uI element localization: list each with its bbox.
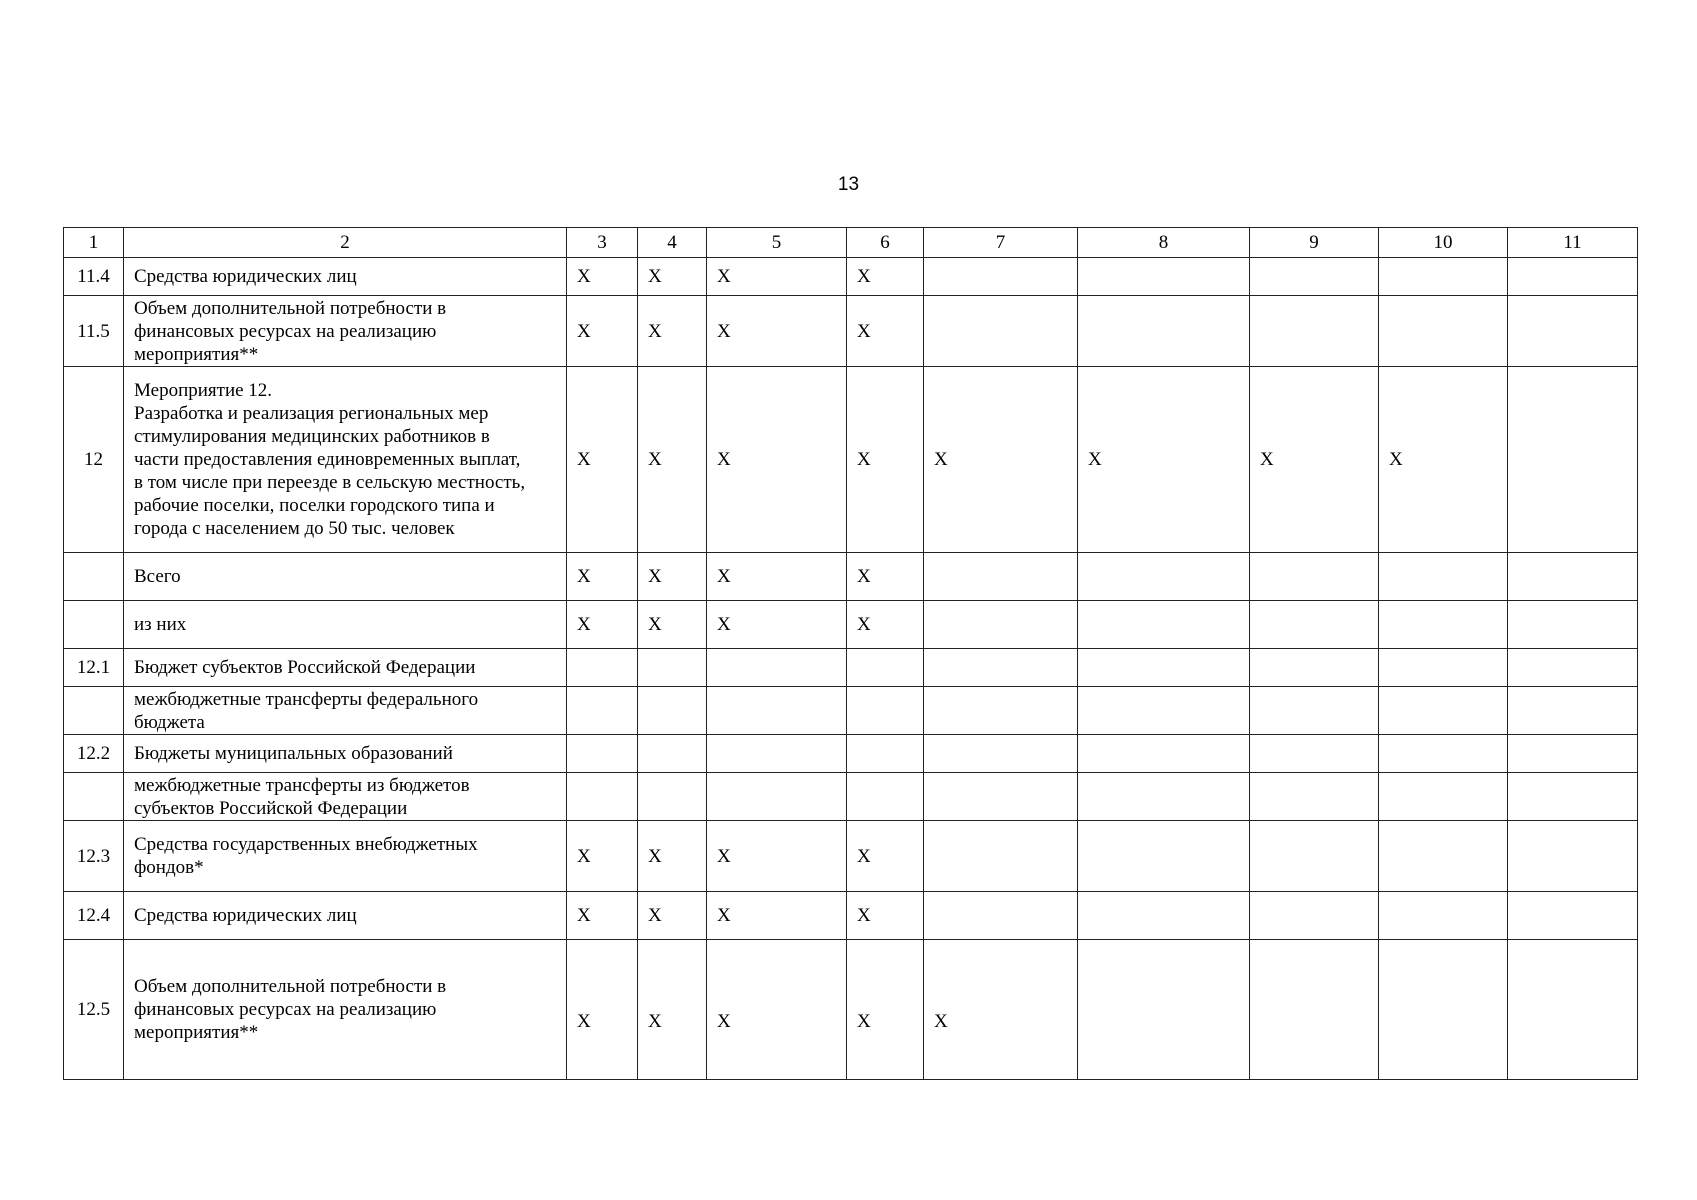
value-cell: X bbox=[847, 367, 924, 553]
value-cell: X bbox=[638, 367, 707, 553]
value-cell: X bbox=[638, 296, 707, 367]
value-cell bbox=[567, 649, 638, 687]
value-cell bbox=[1508, 601, 1638, 649]
value-cell: X bbox=[707, 553, 847, 601]
value-cell: X bbox=[567, 940, 638, 1080]
row-description: Мероприятие 12. Разработка и реализация региональных мер стимулирования медицинских работников в части предоставления единовременных выплат, в том числе при переезде в сельскую местность, рабочие поселки, поселки городского типа и города с населением до 50 тыс. человек bbox=[124, 367, 567, 553]
value-cell bbox=[1379, 773, 1508, 821]
value-cell bbox=[638, 735, 707, 773]
row-description: межбюджетные трансферты из бюджетов субъектов Российской Федерации bbox=[124, 773, 567, 821]
table-row bbox=[64, 649, 1638, 687]
value-cell: X bbox=[567, 821, 638, 892]
row-number: 11.5 bbox=[64, 296, 124, 367]
value-cell bbox=[1078, 601, 1250, 649]
value-cell bbox=[1250, 553, 1379, 601]
value-cell bbox=[1379, 892, 1508, 940]
header-cell: 2 bbox=[124, 228, 567, 258]
table-row bbox=[64, 892, 1638, 940]
value-cell bbox=[1250, 258, 1379, 296]
value-cell: X bbox=[567, 553, 638, 601]
value-cell bbox=[1250, 821, 1379, 892]
row-description: Бюджеты муниципальных образований bbox=[124, 735, 567, 773]
value-cell: X bbox=[638, 258, 707, 296]
header-cell: 9 bbox=[1250, 228, 1379, 258]
value-cell bbox=[1250, 601, 1379, 649]
value-cell bbox=[847, 773, 924, 821]
value-cell bbox=[924, 687, 1078, 735]
value-cell: X bbox=[638, 940, 707, 1080]
value-cell bbox=[1250, 773, 1379, 821]
value-cell bbox=[707, 735, 847, 773]
value-cell bbox=[1379, 296, 1508, 367]
value-cell: X bbox=[638, 892, 707, 940]
value-cell: X bbox=[567, 892, 638, 940]
value-cell bbox=[1508, 367, 1638, 553]
row-description: из них bbox=[124, 601, 567, 649]
row-description: межбюджетные трансферты федерального бюджета bbox=[124, 687, 567, 735]
table-row bbox=[64, 553, 1638, 601]
value-cell bbox=[924, 821, 1078, 892]
value-cell: X bbox=[567, 258, 638, 296]
value-cell bbox=[1078, 553, 1250, 601]
value-cell bbox=[1078, 296, 1250, 367]
value-cell bbox=[1078, 735, 1250, 773]
value-cell: X bbox=[847, 601, 924, 649]
value-cell: X bbox=[707, 821, 847, 892]
value-cell bbox=[1078, 773, 1250, 821]
value-cell bbox=[1250, 649, 1379, 687]
header-row bbox=[64, 228, 1638, 258]
value-cell bbox=[1379, 940, 1508, 1080]
value-cell bbox=[1508, 773, 1638, 821]
financing-table bbox=[63, 227, 1638, 1080]
value-cell bbox=[1250, 940, 1379, 1080]
row-number: 11.4 bbox=[64, 258, 124, 296]
header-cell: 3 bbox=[567, 228, 638, 258]
value-cell bbox=[567, 687, 638, 735]
header-cell: 10 bbox=[1379, 228, 1508, 258]
value-cell: X bbox=[847, 296, 924, 367]
header-cell: 11 bbox=[1508, 228, 1638, 258]
value-cell: X bbox=[1250, 367, 1379, 553]
value-cell: X bbox=[847, 940, 924, 1080]
value-cell: X bbox=[847, 892, 924, 940]
value-cell bbox=[707, 687, 847, 735]
value-cell bbox=[1078, 649, 1250, 687]
value-cell bbox=[707, 773, 847, 821]
row-description: Бюджет субъектов Российской Федерации bbox=[124, 649, 567, 687]
value-cell bbox=[1379, 687, 1508, 735]
row-number: 12.3 bbox=[64, 821, 124, 892]
value-cell bbox=[1508, 258, 1638, 296]
value-cell: X bbox=[1379, 367, 1508, 553]
row-description: Объем дополнительной потребности в финансовых ресурсах на реализацию мероприятия** bbox=[124, 296, 567, 367]
row-description: Всего bbox=[124, 553, 567, 601]
value-cell bbox=[1250, 687, 1379, 735]
row-description: Объем дополнительной потребности в финансовых ресурсах на реализацию мероприятия** bbox=[124, 940, 567, 1080]
value-cell bbox=[924, 649, 1078, 687]
value-cell bbox=[924, 258, 1078, 296]
header-cell: 7 bbox=[924, 228, 1078, 258]
value-cell: X bbox=[638, 601, 707, 649]
row-number bbox=[64, 773, 124, 821]
value-cell bbox=[1379, 258, 1508, 296]
value-cell bbox=[1379, 553, 1508, 601]
row-number: 12.1 bbox=[64, 649, 124, 687]
value-cell: X bbox=[707, 367, 847, 553]
value-cell bbox=[1508, 821, 1638, 892]
value-cell bbox=[707, 649, 847, 687]
value-cell: X bbox=[707, 258, 847, 296]
value-cell bbox=[1379, 649, 1508, 687]
value-cell bbox=[847, 649, 924, 687]
row-number bbox=[64, 687, 124, 735]
value-cell bbox=[924, 553, 1078, 601]
header-cell: 5 bbox=[707, 228, 847, 258]
table-row bbox=[64, 296, 1638, 367]
value-cell: X bbox=[707, 296, 847, 367]
value-cell: X bbox=[638, 821, 707, 892]
value-cell bbox=[1508, 892, 1638, 940]
value-cell bbox=[1379, 735, 1508, 773]
value-cell bbox=[567, 773, 638, 821]
row-number: 12 bbox=[64, 367, 124, 553]
row-number: 12.4 bbox=[64, 892, 124, 940]
value-cell bbox=[924, 601, 1078, 649]
value-cell bbox=[1508, 940, 1638, 1080]
row-number: 12.5 bbox=[64, 940, 124, 1080]
row-description: Средства государственных внебюджетных фондов* bbox=[124, 821, 567, 892]
value-cell: X bbox=[707, 601, 847, 649]
value-cell bbox=[1078, 892, 1250, 940]
value-cell bbox=[1078, 940, 1250, 1080]
value-cell bbox=[1250, 296, 1379, 367]
value-cell bbox=[1379, 601, 1508, 649]
value-cell: X bbox=[567, 601, 638, 649]
value-cell: X bbox=[847, 553, 924, 601]
value-cell bbox=[924, 735, 1078, 773]
value-cell: X bbox=[707, 892, 847, 940]
row-number bbox=[64, 553, 124, 601]
table-row bbox=[64, 687, 1638, 735]
value-cell bbox=[924, 296, 1078, 367]
value-cell bbox=[1508, 687, 1638, 735]
header-cell: 1 bbox=[64, 228, 124, 258]
value-cell bbox=[638, 773, 707, 821]
value-cell: X bbox=[924, 367, 1078, 553]
value-cell bbox=[1508, 735, 1638, 773]
value-cell bbox=[638, 649, 707, 687]
value-cell: X bbox=[924, 940, 1078, 1080]
row-number bbox=[64, 601, 124, 649]
value-cell bbox=[1250, 735, 1379, 773]
value-cell: X bbox=[567, 296, 638, 367]
table-row bbox=[64, 940, 1638, 1080]
row-number: 12.2 bbox=[64, 735, 124, 773]
value-cell bbox=[1508, 553, 1638, 601]
header-cell: 6 bbox=[847, 228, 924, 258]
value-cell: X bbox=[1078, 367, 1250, 553]
value-cell bbox=[847, 687, 924, 735]
row-description: Средства юридических лиц bbox=[124, 258, 567, 296]
value-cell bbox=[567, 735, 638, 773]
value-cell: X bbox=[567, 367, 638, 553]
value-cell bbox=[1508, 296, 1638, 367]
table-row bbox=[64, 367, 1638, 553]
row-description: Средства юридических лиц bbox=[124, 892, 567, 940]
value-cell bbox=[1078, 258, 1250, 296]
value-cell bbox=[924, 892, 1078, 940]
table-row bbox=[64, 601, 1638, 649]
table-row bbox=[64, 258, 1638, 296]
value-cell bbox=[1078, 687, 1250, 735]
header-cell: 4 bbox=[638, 228, 707, 258]
page-number: 13 bbox=[837, 174, 860, 195]
value-cell bbox=[924, 773, 1078, 821]
value-cell bbox=[638, 687, 707, 735]
table-row bbox=[64, 735, 1638, 773]
value-cell bbox=[1078, 821, 1250, 892]
value-cell: X bbox=[638, 553, 707, 601]
value-cell bbox=[1508, 649, 1638, 687]
table-row bbox=[64, 773, 1638, 821]
header-cell: 8 bbox=[1078, 228, 1250, 258]
value-cell bbox=[847, 735, 924, 773]
value-cell: X bbox=[847, 258, 924, 296]
value-cell bbox=[1379, 821, 1508, 892]
table-row bbox=[64, 821, 1638, 892]
value-cell: X bbox=[707, 940, 847, 1080]
value-cell bbox=[1250, 892, 1379, 940]
value-cell: X bbox=[847, 821, 924, 892]
